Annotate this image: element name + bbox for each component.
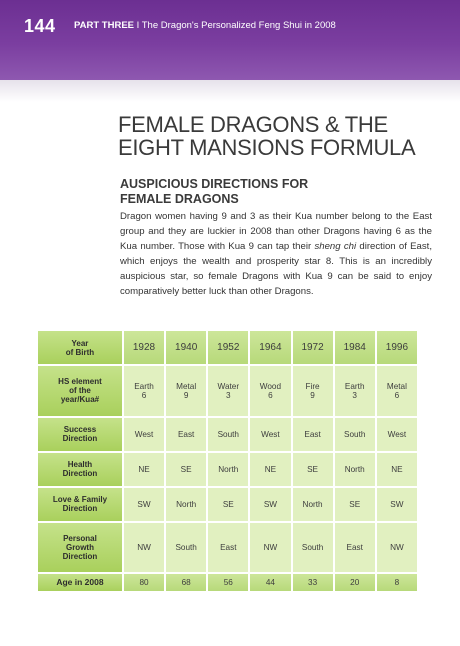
success-cell: East	[293, 418, 333, 451]
health-cell: North	[335, 453, 375, 486]
row-header-line: of the	[69, 386, 91, 396]
row-header-line: Success	[63, 425, 97, 435]
section-heading-line-2: FEMALE DRAGONS	[120, 192, 239, 206]
body-paragraph	[120, 209, 432, 299]
header-band	[0, 0, 460, 80]
row-header-element	[38, 366, 122, 416]
kua-number: 9	[183, 390, 189, 400]
row-header-growth	[38, 523, 122, 573]
health-cell: NE	[377, 453, 417, 486]
kua-number: 6	[394, 390, 400, 400]
page-title-line-1: FEMALE DRAGONS & THE	[118, 112, 388, 137]
kua-number: 6	[141, 390, 147, 400]
row-header-line: Health	[67, 460, 93, 470]
row-header-line: of Birth	[65, 347, 95, 357]
eight-mansions-table-wrap	[36, 329, 419, 593]
page-title	[118, 113, 438, 159]
year-cell: 1984	[335, 331, 375, 364]
element-name: Earth	[344, 381, 365, 391]
element-cell	[124, 366, 164, 416]
element-name: Fire	[305, 381, 320, 391]
page-title-line-2: EIGHT MANSIONS FORMULA	[118, 135, 416, 160]
age-cell: 80	[124, 574, 164, 591]
element-cell	[250, 366, 290, 416]
row-header-love	[38, 488, 122, 521]
love-cell: SE	[335, 488, 375, 521]
year-cell: 1940	[166, 331, 206, 364]
age-cell: 68	[166, 574, 206, 591]
part-label: PART THREE	[74, 20, 134, 31]
table-row-love	[38, 488, 417, 521]
table-row-year	[38, 331, 417, 364]
row-header-line: Direction	[62, 552, 98, 562]
growth-cell: South	[293, 523, 333, 573]
row-header-year	[38, 331, 122, 364]
year-cell: 1964	[250, 331, 290, 364]
year-cell: 1972	[293, 331, 333, 364]
growth-cell: East	[208, 523, 248, 573]
love-cell: SE	[208, 488, 248, 521]
section-heading	[120, 177, 420, 207]
row-header-line: Personal	[63, 534, 97, 544]
element-cell	[293, 366, 333, 416]
age-cell: 56	[208, 574, 248, 591]
row-header-line: Direction	[62, 504, 98, 514]
header-separator: I	[136, 20, 140, 31]
growth-cell: East	[335, 523, 375, 573]
success-cell: South	[208, 418, 248, 451]
age-cell: 8	[377, 574, 417, 591]
kua-number: 3	[226, 390, 231, 400]
health-cell: North	[208, 453, 248, 486]
row-header-line: Direction	[62, 469, 98, 479]
chapter-title: The Dragon's Personalized Feng Shui in 2008	[141, 20, 336, 31]
age-cell: 20	[335, 574, 375, 591]
health-cell: NE	[124, 453, 164, 486]
love-cell: SW	[124, 488, 164, 521]
growth-cell: South	[166, 523, 206, 573]
row-header-line: Direction	[62, 434, 98, 444]
element-name: Water	[217, 381, 240, 391]
health-cell: SE	[166, 453, 206, 486]
header-shadow	[0, 80, 460, 102]
table-row-growth	[38, 523, 417, 573]
success-cell: East	[166, 418, 206, 451]
health-cell: SE	[293, 453, 333, 486]
body-text-part-2: direction of East, which enjoys the wealth and prosperity star 8. This is an incredibly auspicious star, so female Dragons with Kua 9 can be said to enjoy comparatively better luck than other Dragons.	[120, 241, 433, 297]
element-name: Earth	[134, 381, 154, 391]
success-cell: South	[335, 418, 375, 451]
success-cell: West	[250, 418, 290, 451]
kua-number: 3	[352, 390, 357, 400]
success-cell: West	[377, 418, 417, 451]
body-text-italic: sheng chi	[314, 241, 357, 252]
element-cell	[166, 366, 206, 416]
year-cell: 1928	[124, 331, 164, 364]
year-cell: 1996	[377, 331, 417, 364]
element-name: Metal	[176, 381, 197, 391]
table-row-health	[38, 453, 417, 486]
kua-number: 9	[310, 390, 315, 400]
kua-number: 6	[268, 390, 273, 400]
love-cell: SW	[377, 488, 417, 521]
health-cell: NE	[250, 453, 290, 486]
row-header-success	[38, 418, 122, 451]
table-row-element	[38, 366, 417, 416]
table-row-success	[38, 418, 417, 451]
row-header-health	[38, 453, 122, 486]
row-header-age: Age in 2008	[38, 574, 122, 591]
growth-cell: NW	[377, 523, 417, 573]
element-name: Wood	[259, 381, 282, 391]
love-cell: North	[166, 488, 206, 521]
row-header-line: year/Kua#	[60, 395, 100, 405]
year-cell: 1952	[208, 331, 248, 364]
age-cell: 33	[293, 574, 333, 591]
growth-cell: NW	[250, 523, 290, 573]
growth-cell: NW	[124, 523, 164, 573]
love-cell: SW	[250, 488, 290, 521]
success-cell: West	[124, 418, 164, 451]
love-cell: North	[293, 488, 333, 521]
eight-mansions-table	[36, 329, 419, 593]
table-row-age	[38, 574, 417, 591]
row-header-line: HS element	[58, 377, 102, 387]
age-cell: 44	[250, 574, 290, 591]
running-header	[74, 20, 336, 31]
element-cell	[208, 366, 248, 416]
body-text-part-1: Dragon women having 9 and 3 as their Kua number belong to the East group and they are luckier in 2008 than other Dragons having 6 as the Kua number. Those with Kua 9 can tap their	[120, 211, 432, 252]
element-cell	[335, 366, 375, 416]
row-header-line: Growth	[65, 543, 94, 553]
section-heading-line-1: AUSPICIOUS DIRECTIONS FOR	[120, 177, 309, 191]
row-header-line: Year	[71, 338, 89, 348]
page-number: 144	[24, 16, 56, 36]
element-cell	[377, 366, 417, 416]
row-header-line: Love & Family	[52, 495, 108, 505]
element-name: Metal	[386, 381, 407, 391]
